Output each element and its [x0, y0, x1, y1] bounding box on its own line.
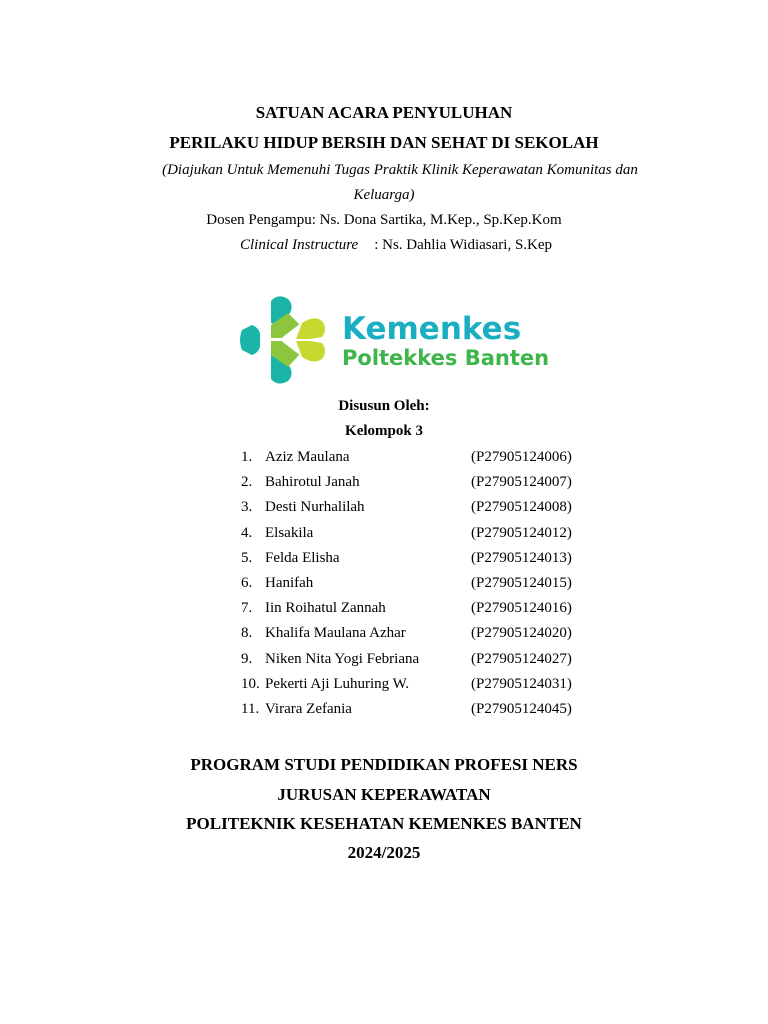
member-nim: (P27905124015)	[471, 574, 572, 591]
submission-note-line2: Keluarga)	[353, 187, 415, 203]
member-name: Khalifa Maulana Azhar	[265, 625, 406, 642]
member-nim: (P27905124006)	[471, 449, 572, 465]
member-nim: (P27905124031)	[471, 675, 572, 692]
list-item	[241, 650, 581, 675]
member-nim: (P27905124020)	[471, 625, 572, 642]
clinical-instructor-label: Clinical Instructure	[240, 237, 359, 253]
member-name: Desti Nurhalilah	[265, 499, 365, 516]
member-nim: (P27905124045)	[471, 700, 572, 717]
clinical-instructor	[240, 237, 640, 254]
member-name: Aziz Maulana	[265, 449, 350, 465]
member-nim: (P27905124027)	[471, 650, 572, 667]
member-number: 11.	[241, 700, 260, 717]
member-name: Elsakila	[265, 524, 314, 541]
submission-note-line1: (Diajukan Untuk Memenuhi Tugas Praktik Klinik Keperawatan Komunitas dan	[162, 162, 638, 178]
list-item	[241, 473, 581, 498]
member-number: 6.	[241, 574, 253, 591]
member-number: 9.	[241, 650, 253, 667]
study-program: PROGRAM STUDI PENDIDIKAN PROFESI NERS	[190, 755, 578, 774]
member-number: 10.	[241, 675, 260, 692]
department: JURUSAN KEPERAWATAN	[277, 785, 491, 804]
member-number: 1.	[241, 449, 253, 465]
compiled-by-label: Disusun Oleh:	[338, 398, 430, 414]
member-nim: (P27905124012)	[471, 524, 572, 541]
list-item	[241, 524, 581, 549]
logo-line2: Poltekkes Banten	[342, 346, 550, 370]
member-name: Pekerti Aji Luhuring W.	[265, 675, 410, 692]
member-nim: (P27905124007)	[471, 474, 572, 491]
list-item	[241, 624, 581, 649]
member-name: Iin Roihatul Zannah	[265, 600, 386, 617]
member-number: 2.	[241, 474, 253, 491]
document-subtitle: PERILAKU HIDUP BERSIH DAN SEHAT DI SEKOLAH	[169, 133, 599, 152]
member-nim: (P27905124008)	[471, 499, 572, 516]
kemenkes-emblem-icon	[238, 293, 568, 388]
list-item	[241, 498, 581, 523]
member-nim: (P27905124016)	[471, 600, 572, 617]
member-name: Felda Elisha	[265, 549, 340, 566]
member-name: Bahirotul Janah	[265, 474, 360, 491]
member-name: Hanifah	[265, 574, 314, 591]
member-list	[241, 448, 581, 725]
list-item	[241, 549, 581, 574]
group-label: Kelompok 3	[345, 423, 423, 439]
member-number: 5.	[241, 549, 253, 566]
member-number: 7.	[241, 600, 253, 617]
member-name: Niken Nita Yogi Febriana	[265, 650, 420, 667]
member-number: 3.	[241, 499, 253, 516]
list-item	[241, 448, 581, 473]
list-item	[241, 599, 581, 624]
list-item	[241, 574, 581, 599]
member-number: 4.	[241, 524, 253, 541]
supervising-lecturer: Dosen Pengampu: Ns. Dona Sartika, M.Kep., Sp.Kep.Kom	[206, 212, 562, 228]
member-number: 8.	[241, 625, 253, 642]
institution: POLITEKNIK KESEHATAN KEMENKES BANTEN	[186, 814, 582, 833]
logo-line1: Kemenkes	[342, 311, 522, 347]
clinical-instructor-value: : Ns. Dahlia Widiasari, S.Kep	[374, 237, 553, 253]
list-item	[241, 675, 581, 700]
document-title: SATUAN ACARA PENYULUHAN	[255, 103, 513, 122]
academic-year: 2024/2025	[347, 843, 421, 862]
member-name: Virara Zefania	[265, 700, 352, 717]
kemenkes-poltekkes-logo	[238, 293, 568, 388]
member-nim: (P27905124013)	[471, 549, 572, 566]
list-item	[241, 700, 581, 725]
